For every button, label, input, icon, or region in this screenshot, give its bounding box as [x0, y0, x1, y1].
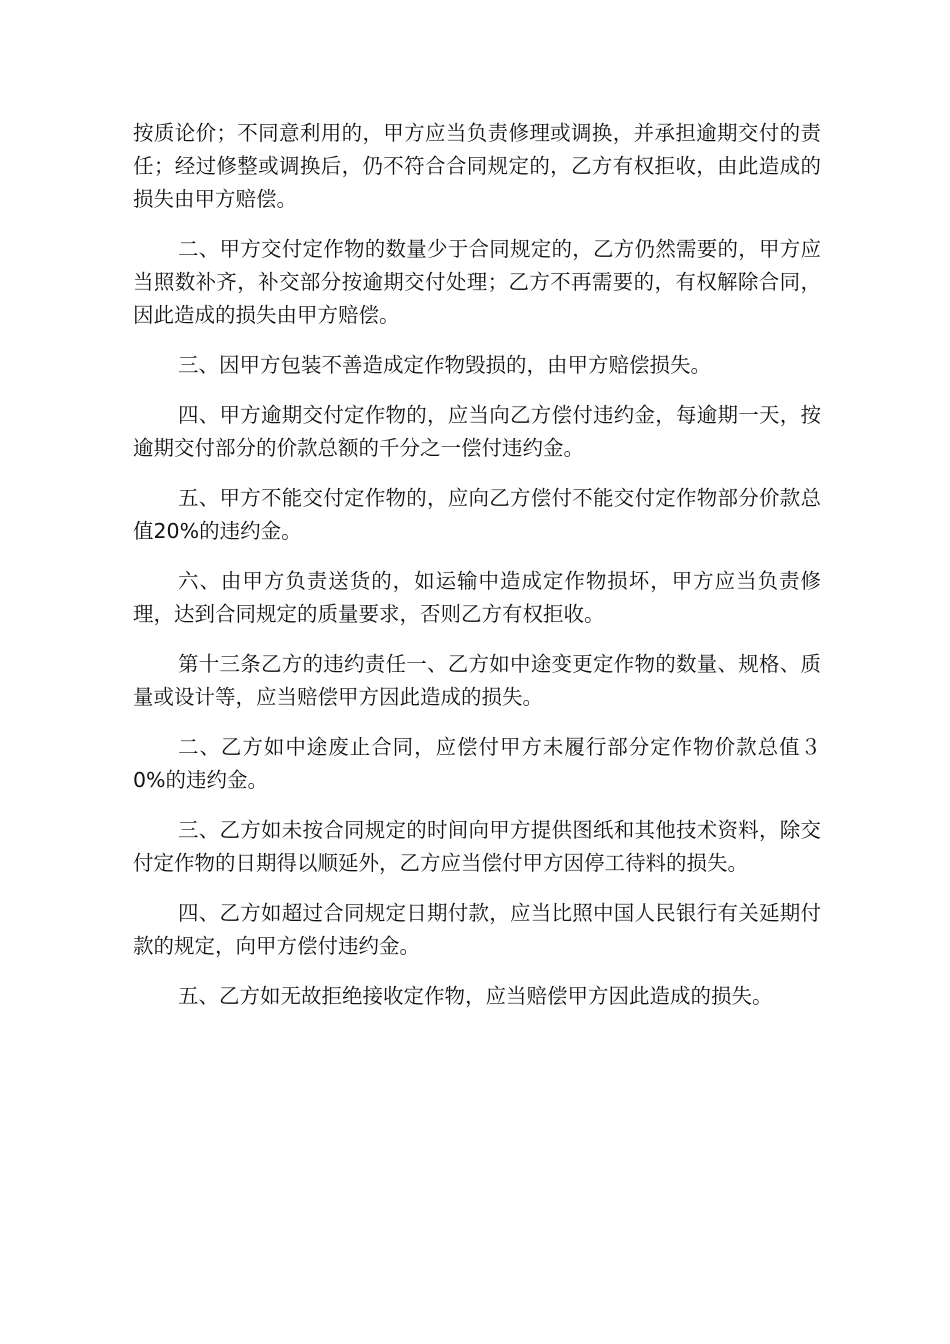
paragraph-clause-2: 二、甲方交付定作物的数量少于合同规定的，乙方仍然需要的，甲方应当照数补齐，补交部分按逾期交付处理；乙方不再需要的，有权解除合同，因此造成的损失由甲方赔偿。	[133, 237, 821, 327]
paragraph-article-13: 第十三条乙方的违约责任一、乙方如中途变更定作物的数量、规格、质量或设计等，应当赔偿甲方因此造成的损失。	[133, 652, 821, 709]
paragraph-article-13-clause-5: 五、乙方如无故拒绝接收定作物，应当赔偿甲方因此造成的损失。	[178, 984, 773, 1008]
paragraph-article-13-clause-3: 三、乙方如未按合同规定的时间向甲方提供图纸和其他技术资料，除交付定作物的日期得以顺延外，乙方应当偿付甲方因停工待料的损失。	[133, 818, 821, 875]
paragraph-continuation: 按质论价；不同意利用的，甲方应当负责修理或调换，并承担逾期交付的责任；经过修整或调换后，仍不符合合同规定的，乙方有权拒收，由此造成的损失由甲方赔偿。	[133, 121, 821, 211]
paragraph-article-13-clause-2: 二、乙方如中途废止合同，应偿付甲方未履行部分定作物价款总值３0%的违约金。	[133, 735, 821, 792]
paragraph-clause-4: 四、甲方逾期交付定作物的，应当向乙方偿付违约金，每逾期一天，按逾期交付部分的价款总额的千分之一偿付违约金。	[133, 403, 821, 460]
paragraph-article-13-clause-4: 四、乙方如超过合同规定日期付款，应当比照中国人民银行有关延期付款的规定，向甲方偿付违约金。	[133, 901, 821, 958]
document-body	[133, 117, 821, 1030]
paragraph-clause-3: 三、因甲方包装不善造成定作物毁损的，由甲方赔偿损失。	[178, 353, 711, 377]
paragraph-clause-6: 六、由甲方负责送货的，如运输中造成定作物损坏，甲方应当负责修理，达到合同规定的质量要求，否则乙方有权拒收。	[133, 569, 821, 626]
paragraph-clause-5: 五、甲方不能交付定作物的，应向乙方偿付不能交付定作物部分价款总值20%的违约金。	[133, 486, 821, 543]
